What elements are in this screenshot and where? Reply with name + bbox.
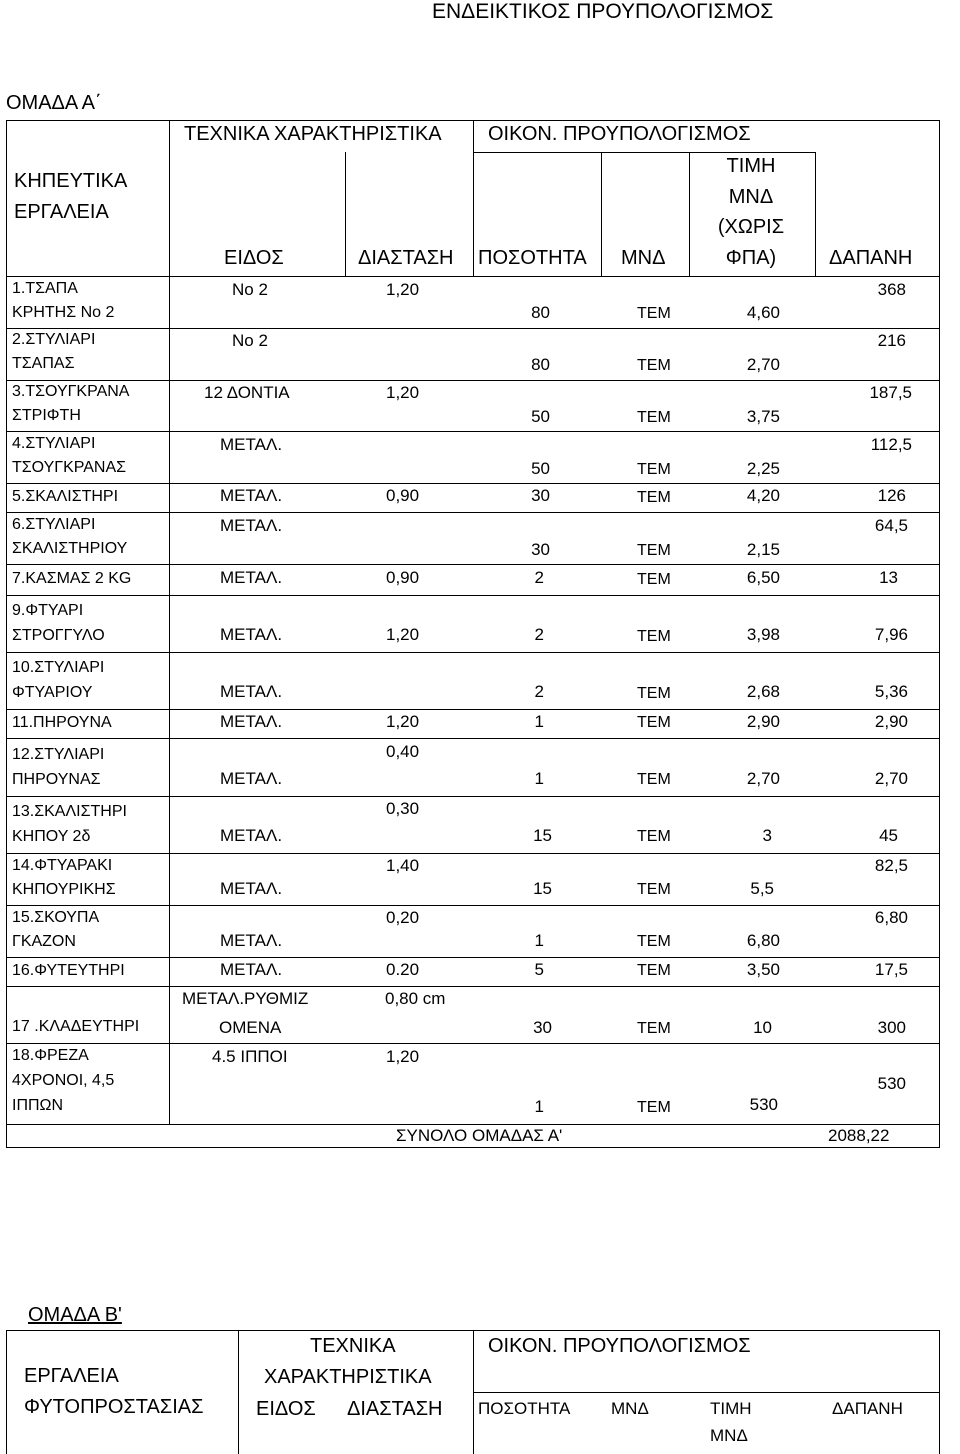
row-sep <box>6 709 940 710</box>
row-16-unit: ΤΕΜ <box>637 1020 671 1037</box>
page-title: ΕΝΔΕΙΚΤΙΚΟΣ ΠΡΟΥΠΟΛΟΓΙΣΜΟΣ <box>432 0 774 23</box>
col-posotita: ΠΟΣΟΤΗΤΑ <box>478 247 587 269</box>
row-1-name-1: 1.ΤΣΑΠΑ <box>12 280 78 297</box>
row-8-eidos: ΜΕΤΑΛ. <box>220 625 283 644</box>
row-8-name-2: ΣΤΡΟΓΓΥΛΟ <box>12 627 105 644</box>
row-sep <box>6 738 940 739</box>
group-b-col-timi-1: ΤΙΜΗ <box>710 1399 752 1418</box>
row-sep <box>6 905 940 906</box>
row-17-name-3: ΙΠΠΩΝ <box>12 1097 64 1114</box>
row-1-dim: 1,20 <box>386 280 420 299</box>
row-sep <box>6 853 940 854</box>
row-8-name-1: 9.ΦΤΥΑΡΙ <box>12 602 84 619</box>
row-12-name-1: 13.ΣΚΑΛΙΣΤΗΡΙ <box>12 803 127 820</box>
row-9-price: 2,68 <box>746 682 780 701</box>
group-b-col-mnd: ΜΝΔ <box>611 1399 649 1418</box>
row-12-qty: 15 <box>533 826 552 845</box>
group-b-label-text: ΟΜΑΔΑ Β' <box>28 1304 122 1326</box>
row-4-name-1: 4.ΣΤΥΛΙΑΡΙ <box>12 435 96 452</box>
row-16-dim: 0,80 cm <box>385 989 446 1008</box>
col-line-price-head <box>689 152 690 277</box>
row-5-cost: 126 <box>877 486 906 505</box>
group-a-label: ΟΜΑΔΑ Α΄ <box>6 92 102 114</box>
row-15-qty: 5 <box>534 960 544 979</box>
row-14-dim: 0,20 <box>386 908 420 927</box>
row-10-unit: ΤΕΜ <box>637 714 671 731</box>
row-3-name-1: 3.ΤΣΟΥΓΚΡΑΝΑ <box>12 383 130 400</box>
group-a-category-1: ΚΗΠΕΥΤΙΚΑ <box>14 170 128 192</box>
row-15-name-1: 16.ΦΥΤΕΥΤΗΡΙ <box>12 962 125 979</box>
col-timi-2: ΜΝΔ <box>728 186 774 208</box>
row-3-qty: 50 <box>531 407 550 426</box>
row-10-name-1: 11.ΠΗΡΟΥΝΑ <box>12 714 112 731</box>
row-12-name-2: ΚΗΠΟΥ 2δ <box>12 828 91 845</box>
group-b-tech-header-2: ΧΑΡΑΚΤΗΡΙΣΤΙΚΑ <box>264 1366 432 1388</box>
row-sep <box>6 957 940 958</box>
total-value: 2088,22 <box>828 1126 890 1145</box>
col-diastasi: ΔΙΑΣΤΑΣΗ <box>358 247 454 269</box>
group-b-category-1: ΕΡΓΑΛΕΙΑ <box>24 1365 119 1387</box>
row-13-unit: ΤΕΜ <box>637 881 671 898</box>
row-7-dim: 0,90 <box>386 568 420 587</box>
row-sep <box>6 328 940 329</box>
table-b-right-border <box>939 1330 940 1454</box>
row-7-cost: 13 <box>879 568 898 587</box>
row-7-qty: 2 <box>534 568 544 587</box>
row-9-name-1: 10.ΣΤΥΛΙΑΡΙ <box>12 659 105 676</box>
row-1-eidos: Νο 2 <box>232 280 268 299</box>
row-11-price: 2,70 <box>746 769 780 788</box>
row-5-qty: 30 <box>531 486 550 505</box>
col-dapani: ΔΑΠΑΝΗ <box>829 247 913 269</box>
row-1-name-2: ΚΡΗΤΗΣ Νο 2 <box>12 304 115 321</box>
table-b-left-border <box>6 1330 7 1454</box>
row-15-cost: 17,5 <box>874 960 908 979</box>
row-13-qty: 15 <box>533 879 552 898</box>
row-sep <box>6 483 940 484</box>
group-b-col-timi-2: ΜΝΔ <box>710 1426 748 1445</box>
row-1-qty: 80 <box>531 303 550 322</box>
row-6-cost: 64,5 <box>874 516 908 535</box>
col-timi-1: ΤΙΜΗ <box>726 155 776 177</box>
col-line-cost-head <box>815 152 816 277</box>
table-a-right-border <box>939 120 940 1148</box>
row-2-name-1: 2.ΣΤΥΛΙΑΡΙ <box>12 331 96 348</box>
col-line-mnd-head <box>601 152 602 277</box>
row-sep <box>6 1124 940 1125</box>
group-b-label <box>6 1304 122 1327</box>
group-b-budget-header: ΟΙΚΟΝ. ΠΡΟΥΠΟΛΟΓΙΣΜΟΣ <box>488 1335 751 1357</box>
row-10-qty: 1 <box>534 712 544 731</box>
row-9-unit: ΤΕΜ <box>637 685 671 702</box>
row-9-qty: 2 <box>534 682 544 701</box>
table-b-budget-line <box>473 1392 939 1393</box>
row-12-price: 3 <box>762 826 772 845</box>
row-2-eidos: Νο 2 <box>232 331 268 350</box>
col-timi-4: ΦΠΑ) <box>725 247 777 269</box>
row-14-price: 6,80 <box>746 931 780 950</box>
row-1-price: 4,60 <box>746 303 780 322</box>
row-3-name-2: ΣΤΡΙΦΤΗ <box>12 407 81 424</box>
row-8-price: 3,98 <box>746 625 780 644</box>
budget-header-line <box>473 152 816 153</box>
row-6-price: 2,15 <box>746 540 780 559</box>
row-1-cost: 368 <box>877 280 906 299</box>
row-17-eidos: 4.5 ΙΠΠΟΙ <box>212 1047 288 1066</box>
row-17-unit: ΤΕΜ <box>637 1099 671 1116</box>
row-7-price: 6,50 <box>746 568 780 587</box>
row-sep <box>6 1043 940 1044</box>
row-17-name-1: 18.ΦΡΕΖΑ <box>12 1047 89 1064</box>
row-17-name-2: 4ΧΡΟΝΟΙ, 4,5 <box>12 1072 115 1089</box>
group-a-category-2: ΕΡΓΑΛΕΙΑ <box>14 201 109 223</box>
row-8-unit: ΤΕΜ <box>637 628 671 645</box>
row-6-unit: ΤΕΜ <box>637 542 671 559</box>
row-13-dim: 1,40 <box>386 856 420 875</box>
row-12-dim: 0,30 <box>386 799 420 818</box>
row-15-unit: ΤΕΜ <box>637 962 671 979</box>
row-10-dim: 1,20 <box>386 712 420 731</box>
row-sep <box>6 564 940 565</box>
row-10-eidos: ΜΕΤΑΛ. <box>220 712 283 731</box>
row-13-cost: 82,5 <box>874 856 908 875</box>
row-sep <box>6 512 940 513</box>
col-mnd: ΜΝΔ <box>621 247 666 269</box>
row-14-name-2: ΓΚΑΖΟΝ <box>12 933 76 950</box>
row-13-eidos: ΜΕΤΑΛ. <box>220 879 283 898</box>
row-sep <box>6 796 940 797</box>
group-b-col-diastasi: ΔΙΑΣΤΑΣΗ <box>347 1398 443 1420</box>
row-11-name-2: ΠΗΡΟΥΝΑΣ <box>12 771 101 788</box>
row-17-cost: 530 <box>877 1074 906 1093</box>
header-bottom-line <box>6 276 940 277</box>
row-14-unit: ΤΕΜ <box>637 933 671 950</box>
row-12-eidos: ΜΕΤΑΛ. <box>220 826 283 845</box>
table-a-bottom-border <box>6 1147 940 1148</box>
row-2-qty: 80 <box>531 355 550 374</box>
row-16-cost: 300 <box>877 1018 906 1037</box>
row-4-qty: 50 <box>531 459 550 478</box>
row-17-dim: 1,20 <box>386 1047 420 1066</box>
row-4-name-2: ΤΣΟΥΓΚΡΑΝΑΣ <box>12 459 127 476</box>
row-12-cost: 45 <box>879 826 898 845</box>
row-11-name-1: 12.ΣΤΥΛΙΑΡΙ <box>12 746 105 763</box>
row-11-unit: ΤΕΜ <box>637 771 671 788</box>
total-label: ΣΥΝΟΛΟ ΟΜΑΔΑΣ Α' <box>396 1126 563 1145</box>
row-sep <box>6 431 940 432</box>
row-4-unit: ΤΕΜ <box>637 461 671 478</box>
row-sep <box>6 595 940 596</box>
row-6-eidos: ΜΕΤΑΛ. <box>220 516 283 535</box>
row-5-price: 4,20 <box>746 486 780 505</box>
row-4-cost: 112,5 <box>870 435 912 454</box>
row-15-eidos: ΜΕΤΑΛ. <box>220 960 283 979</box>
group-b-col-dapani: ΔΑΠΑΝΗ <box>832 1399 903 1418</box>
row-4-price: 2,25 <box>746 459 780 478</box>
row-7-name-1: 7.ΚΑΣΜΑΣ 2 KG <box>12 570 132 587</box>
row-6-name-1: 6.ΣΤΥΛΙΑΡΙ <box>12 516 96 533</box>
row-16-eidos-2: ΟΜΕΝΑ <box>219 1018 282 1037</box>
row-7-eidos: ΜΕΤΑΛ. <box>220 568 283 587</box>
row-15-dim: 0.20 <box>386 960 420 979</box>
row-8-qty: 2 <box>534 625 544 644</box>
row-5-unit: ΤΕΜ <box>637 489 671 506</box>
row-8-cost: 7,96 <box>874 625 908 644</box>
row-9-cost: 5,36 <box>874 682 908 701</box>
row-14-cost: 6,80 <box>874 908 908 927</box>
row-17-price: 530 <box>749 1095 778 1114</box>
row-sep <box>6 986 940 987</box>
row-8-dim: 1,20 <box>386 625 420 644</box>
row-3-price: 3,75 <box>746 407 780 426</box>
row-11-qty: 1 <box>534 769 544 788</box>
group-b-category-2: ΦΥΤΟΠΡΟΣΤΑΣΙΑΣ <box>24 1396 204 1418</box>
row-16-name-1: 17 .ΚΛΑΔΕΥΤΗΡΙ <box>12 1018 140 1035</box>
row-2-unit: ΤΕΜ <box>637 357 671 374</box>
col-line-dim-head <box>345 152 346 277</box>
row-5-eidos: ΜΕΤΑΛ. <box>220 486 283 505</box>
row-2-cost: 216 <box>877 331 906 350</box>
row-sep <box>6 652 940 653</box>
group-b-col-eidos: ΕΙΔΟΣ <box>256 1398 316 1420</box>
table-a-left-border <box>6 120 7 1148</box>
row-14-name-1: 15.ΣΚΟΥΠΑ <box>12 909 100 926</box>
row-6-name-2: ΣΚΑΛΙΣΤΗΡΙΟΥ <box>12 540 128 557</box>
row-5-dim: 0,90 <box>386 486 420 505</box>
row-16-qty: 30 <box>533 1018 552 1037</box>
row-10-cost: 2,90 <box>874 712 908 731</box>
row-3-unit: ΤΕΜ <box>637 409 671 426</box>
row-13-name-1: 14.ΦΤΥΑΡΑΚΙ <box>12 857 113 874</box>
col-line-name <box>169 120 170 1125</box>
row-6-qty: 30 <box>531 540 550 559</box>
row-11-cost: 2,70 <box>874 769 908 788</box>
row-2-price: 2,70 <box>746 355 780 374</box>
budget-header: ΟΙΚΟΝ. ΠΡΟΥΠΟΛΟΓΙΣΜΟΣ <box>488 123 751 145</box>
row-16-price: 10 <box>753 1018 772 1037</box>
row-9-name-2: ΦΤΥΑΡΙΟΥ <box>12 684 93 701</box>
row-10-price: 2,90 <box>746 712 780 731</box>
table-b-col-line-1 <box>238 1330 239 1454</box>
row-1-unit: ΤΕΜ <box>637 305 671 322</box>
row-11-dim: 0,40 <box>386 742 420 761</box>
row-11-eidos: ΜΕΤΑΛ. <box>220 769 283 788</box>
row-13-price: 5,5 <box>750 879 774 898</box>
group-b-tech-header-1: ΤΕΧΝΙΚΑ <box>310 1335 396 1357</box>
row-3-eidos: 12 ΔΟΝΤΙΑ <box>204 383 290 402</box>
row-3-dim: 1,20 <box>386 383 420 402</box>
col-line-qty-head <box>473 120 474 277</box>
row-sep <box>6 380 940 381</box>
row-17-qty: 1 <box>534 1097 544 1116</box>
row-4-eidos: ΜΕΤΑΛ. <box>220 435 283 454</box>
row-15-price: 3,50 <box>746 960 780 979</box>
row-12-unit: ΤΕΜ <box>637 828 671 845</box>
row-16-eidos-1: ΜΕΤΑΛ.ΡΥΘΜΙΖ <box>182 989 309 1008</box>
tech-header: ΤΕΧΝΙΚΑ ΧΑΡΑΚΤΗΡΙΣΤΙΚΑ <box>184 123 442 145</box>
row-5-name-1: 5.ΣΚΑΛΙΣΤΗΡΙ <box>12 488 119 505</box>
row-2-name-2: ΤΣΑΠΑΣ <box>12 355 75 372</box>
row-14-eidos: ΜΕΤΑΛ. <box>220 931 283 950</box>
row-13-name-2: ΚΗΠΟΥΡΙΚΗΣ <box>12 881 116 898</box>
col-eidos: ΕΙΔΟΣ <box>224 247 284 269</box>
row-9-eidos: ΜΕΤΑΛ. <box>220 682 283 701</box>
group-b-col-posotita: ΠΟΣΟΤΗΤΑ <box>478 1399 571 1418</box>
row-14-qty: 1 <box>534 931 544 950</box>
row-3-cost: 187,5 <box>869 383 912 402</box>
col-timi-3: (ΧΩΡΙΣ <box>717 216 785 238</box>
row-7-unit: ΤΕΜ <box>637 571 671 588</box>
